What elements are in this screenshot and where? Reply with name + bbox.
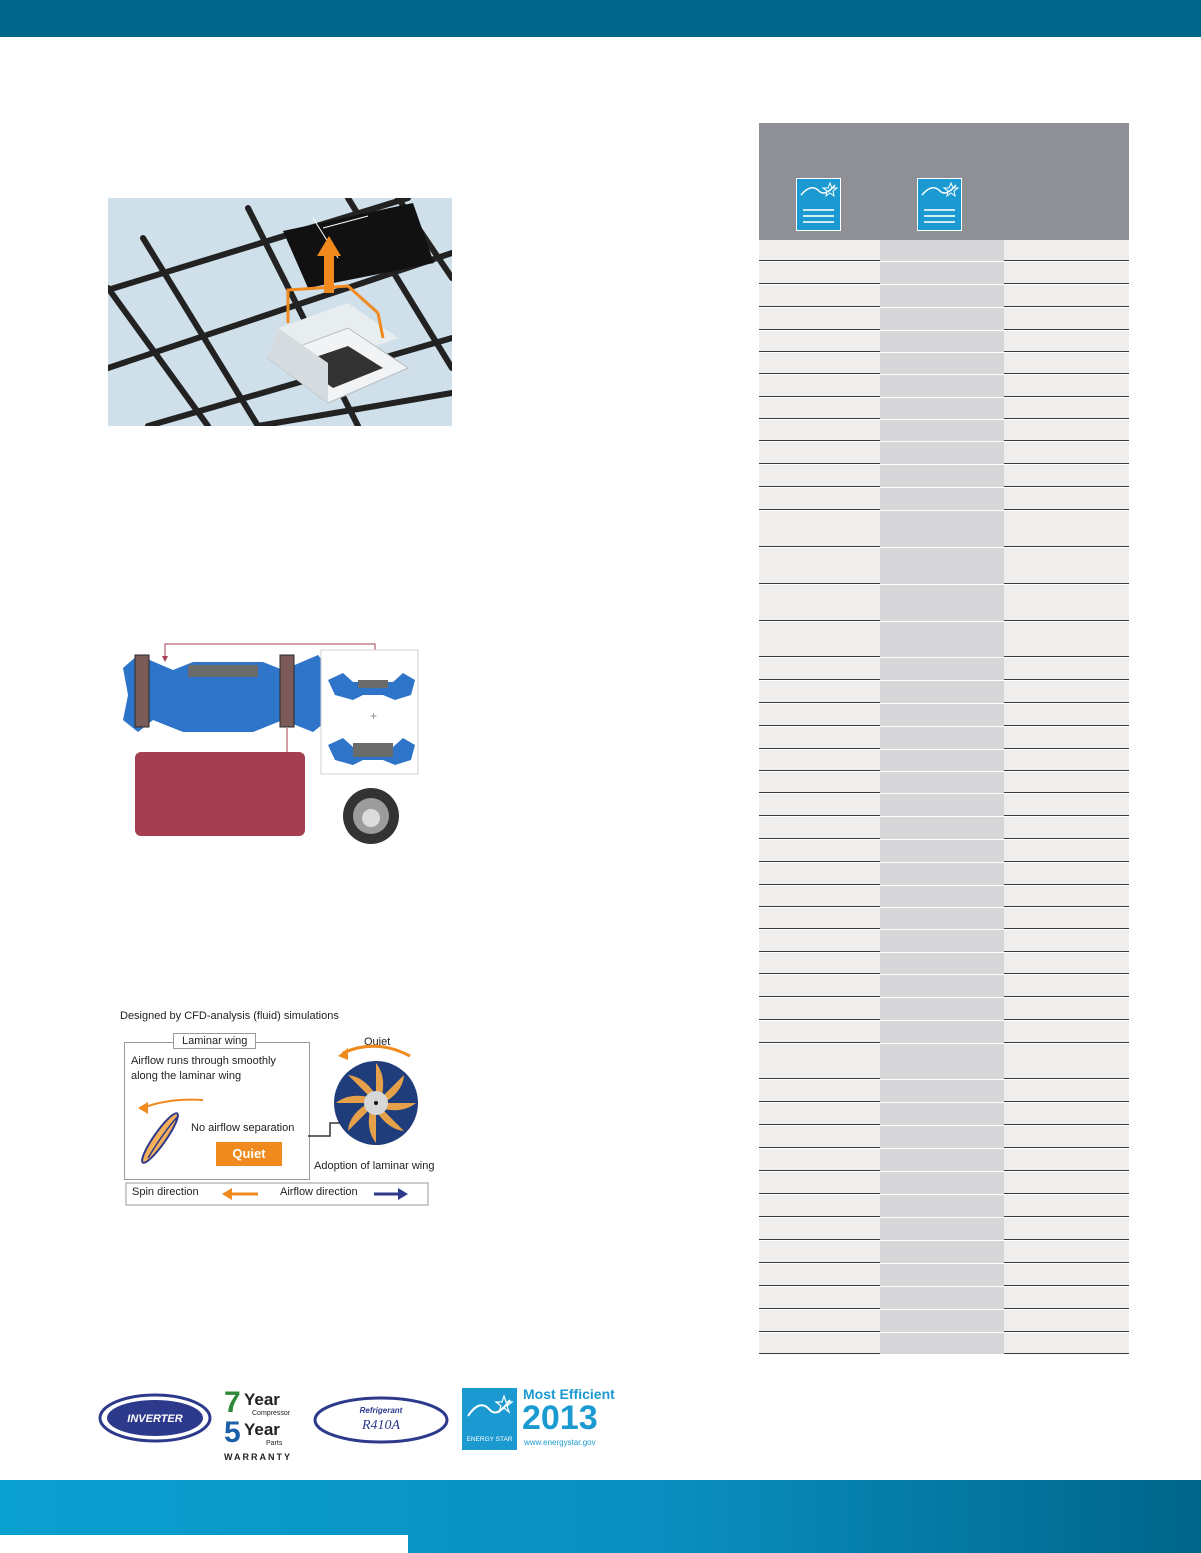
spec-table-header (759, 123, 1129, 240)
table-cell (1004, 1021, 1129, 1043)
table-cell (1004, 420, 1129, 441)
table-cell (1004, 681, 1129, 703)
table-cell (759, 908, 880, 929)
table-cell (880, 658, 1004, 680)
table-row (759, 681, 1129, 704)
warranty-word: WARRANTY (224, 1452, 292, 1462)
table-cell (1004, 1287, 1129, 1309)
table-cell (880, 817, 1004, 839)
table-cell (1004, 331, 1129, 352)
table-cell (880, 511, 1004, 547)
table-cell (1004, 375, 1129, 397)
table-row (759, 585, 1129, 622)
table-cell (880, 240, 1004, 261)
airflow-note-line1: Airflow runs through smoothly (131, 1055, 276, 1067)
table-row (759, 622, 1129, 658)
warranty-parts: Parts (266, 1440, 283, 1447)
table-cell (880, 863, 1004, 885)
header-bar (0, 0, 1201, 37)
table-row (759, 1080, 1129, 1103)
table-cell (880, 1103, 1004, 1125)
table-cell (880, 488, 1004, 510)
table-row (759, 750, 1129, 772)
table-cell (759, 353, 880, 374)
table-cell (880, 262, 1004, 284)
table-cell (1004, 465, 1129, 487)
table-row (759, 420, 1129, 442)
table-row (759, 886, 1129, 908)
most-efficient-year: 2013 (522, 1399, 598, 1437)
table-cell (759, 420, 880, 441)
table-cell (880, 750, 1004, 771)
table-cell (1004, 863, 1129, 885)
adoption-label: Adoption of laminar wing (314, 1160, 435, 1172)
table-cell (759, 1044, 880, 1079)
table-cell (1004, 886, 1129, 907)
table-cell (880, 1080, 1004, 1102)
table-cell (1004, 1172, 1129, 1194)
table-cell (1004, 1218, 1129, 1240)
table-cell (880, 442, 1004, 464)
table-row (759, 1287, 1129, 1310)
table-cell (759, 750, 880, 771)
table-row (759, 1103, 1129, 1126)
table-row (759, 353, 1129, 375)
table-cell (880, 375, 1004, 397)
cassette-ceiling-illustration (108, 198, 452, 426)
table-cell (880, 1195, 1004, 1217)
spin-direction-label: Spin direction (132, 1186, 199, 1198)
energy-star-badge (462, 1388, 517, 1450)
inverter-logo (98, 1393, 212, 1443)
energy-star-icon (462, 1388, 517, 1432)
table-cell (880, 1218, 1004, 1240)
table-cell (1004, 750, 1129, 771)
table-cell (759, 658, 880, 680)
table-cell (880, 585, 1004, 621)
table-cell (759, 863, 880, 885)
table-cell (759, 1218, 880, 1240)
table-row (759, 930, 1129, 953)
warranty-year-word-2: Year (244, 1420, 280, 1439)
table-cell (1004, 622, 1129, 657)
airflow-section-diagram (113, 640, 423, 846)
table-row (759, 442, 1129, 465)
table-cell (759, 998, 880, 1020)
table-cell (880, 1044, 1004, 1079)
table-row (759, 658, 1129, 681)
energy-url: www.energystar.gov (524, 1438, 596, 1447)
table-cell (1004, 1080, 1129, 1102)
table-row (759, 1172, 1129, 1195)
table-cell (880, 420, 1004, 441)
table-cell (759, 308, 880, 330)
table-row (759, 1195, 1129, 1218)
table-cell (759, 1080, 880, 1102)
table-row (759, 727, 1129, 750)
table-row (759, 1241, 1129, 1264)
table-cell (759, 1310, 880, 1332)
table-cell (880, 1172, 1004, 1194)
table-cell (880, 465, 1004, 487)
table-cell (759, 331, 880, 352)
table-cell (759, 681, 880, 703)
table-cell (880, 1126, 1004, 1148)
table-cell (880, 727, 1004, 749)
table-cell (880, 548, 1004, 584)
table-cell (1004, 1103, 1129, 1125)
table-cell (1004, 398, 1129, 419)
cfd-title: Designed by CFD-analysis (fluid) simulations (120, 1010, 339, 1022)
table-row (759, 704, 1129, 727)
table-cell (759, 1021, 880, 1043)
table-cell (759, 465, 880, 487)
table-row (759, 794, 1129, 817)
quiet-label: Quiet (364, 1036, 391, 1048)
laminar-wing-diagram (118, 1008, 434, 1208)
table-row (759, 908, 1129, 930)
table-row (759, 331, 1129, 353)
table-cell (880, 1149, 1004, 1171)
inverter-logo-text: INVERTER (127, 1413, 183, 1425)
table-cell (759, 727, 880, 749)
table-cell (1004, 585, 1129, 621)
table-cell (1004, 262, 1129, 284)
table-cell (759, 262, 880, 284)
table-cell (1004, 1241, 1129, 1263)
table-cell (880, 331, 1004, 352)
table-cell (1004, 1044, 1129, 1079)
table-row (759, 1044, 1129, 1080)
table-cell (880, 998, 1004, 1020)
table-row (759, 375, 1129, 398)
table-row (759, 863, 1129, 886)
table-row (759, 1264, 1129, 1287)
quiet-badge: Quiet (216, 1142, 282, 1166)
table-cell (759, 1264, 880, 1286)
table-cell (759, 930, 880, 952)
table-cell (1004, 817, 1129, 839)
table-cell (1004, 285, 1129, 307)
table-cell (759, 1103, 880, 1125)
table-cell (880, 681, 1004, 703)
table-row (759, 840, 1129, 863)
table-cell (1004, 442, 1129, 464)
table-cell (1004, 953, 1129, 974)
table-row (759, 511, 1129, 548)
table-cell (880, 953, 1004, 974)
table-cell (1004, 727, 1129, 749)
warranty-7: 7 (224, 1386, 241, 1419)
table-cell (759, 548, 880, 584)
table-cell (880, 398, 1004, 419)
table-cell (759, 817, 880, 839)
refrigerant-logo (313, 1396, 449, 1444)
table-cell (759, 1149, 880, 1171)
svg-text:+: + (370, 709, 378, 723)
table-cell (880, 704, 1004, 726)
spec-table-body (759, 240, 1129, 1355)
table-cell (759, 1172, 880, 1194)
warranty-year-word: Year (244, 1390, 280, 1409)
table-cell (759, 975, 880, 997)
table-row (759, 398, 1129, 420)
table-cell (759, 953, 880, 974)
table-cell (1004, 794, 1129, 816)
table-cell (1004, 548, 1129, 584)
table-row (759, 772, 1129, 794)
table-cell (880, 840, 1004, 862)
table-row (759, 308, 1129, 331)
refrigerant-name: R410A (361, 1418, 401, 1433)
table-cell (759, 794, 880, 816)
table-row (759, 1021, 1129, 1044)
table-cell (880, 1241, 1004, 1263)
most-efficient-title: Most Efficient (523, 1386, 615, 1402)
table-cell (880, 975, 1004, 997)
table-row (759, 1126, 1129, 1149)
table-cell (759, 840, 880, 862)
warranty-logo (222, 1386, 304, 1466)
table-row (759, 1149, 1129, 1172)
table-cell (759, 1126, 880, 1148)
table-cell (1004, 704, 1129, 726)
table-cell (880, 794, 1004, 816)
table-cell (1004, 308, 1129, 330)
table-cell (880, 772, 1004, 793)
table-row (759, 953, 1129, 975)
table-cell (1004, 511, 1129, 547)
airflow-note-line2: along the laminar wing (131, 1070, 242, 1082)
table-row (759, 817, 1129, 840)
table-cell (759, 285, 880, 307)
table-cell (880, 1287, 1004, 1309)
table-cell (1004, 1310, 1129, 1332)
no-separation-label: No airflow separation (191, 1122, 295, 1134)
energy-star-label: ENERGY STAR (466, 1436, 513, 1443)
table-row (759, 262, 1129, 285)
table-cell (759, 1333, 880, 1354)
table-row (759, 1310, 1129, 1333)
table-cell (880, 886, 1004, 907)
table-cell (1004, 353, 1129, 374)
table-cell (759, 1241, 880, 1263)
table-cell (1004, 1195, 1129, 1217)
table-cell (759, 622, 880, 657)
table-row (759, 1218, 1129, 1241)
table-cell (1004, 240, 1129, 261)
table-cell (1004, 1333, 1129, 1354)
table-cell (1004, 658, 1129, 680)
table-cell (759, 511, 880, 547)
table-cell (1004, 1149, 1129, 1171)
table-cell (880, 908, 1004, 929)
table-row (759, 465, 1129, 488)
laminar-wing-label: Laminar wing (173, 1033, 256, 1049)
table-cell (880, 353, 1004, 374)
table-cell (880, 1264, 1004, 1286)
table-row (759, 998, 1129, 1021)
table-row (759, 488, 1129, 511)
footer-strip (0, 1535, 408, 1553)
table-cell (759, 1195, 880, 1217)
table-cell (880, 1021, 1004, 1043)
table-cell (1004, 1126, 1129, 1148)
table-cell (880, 1333, 1004, 1354)
table-cell (1004, 908, 1129, 929)
airflow-direction-label: Airflow direction (280, 1186, 358, 1198)
table-cell (1004, 930, 1129, 952)
table-row (759, 975, 1129, 998)
table-cell (759, 375, 880, 397)
table-cell (1004, 772, 1129, 793)
table-cell (759, 398, 880, 419)
warranty-5: 5 (224, 1416, 241, 1449)
table-row (759, 548, 1129, 585)
table-cell (759, 886, 880, 907)
energy-star-icon (917, 178, 962, 231)
table-cell (880, 622, 1004, 657)
table-cell (759, 488, 880, 510)
table-cell (1004, 975, 1129, 997)
table-cell (1004, 1264, 1129, 1286)
table-cell (880, 930, 1004, 952)
table-cell (1004, 840, 1129, 862)
spec-table (759, 123, 1129, 1389)
table-cell (759, 442, 880, 464)
table-cell (880, 308, 1004, 330)
warranty-compressor: Compressor (252, 1410, 291, 1417)
table-cell (1004, 488, 1129, 510)
table-row (759, 285, 1129, 308)
table-row (759, 1333, 1129, 1355)
most-efficient-logo (462, 1386, 634, 1452)
table-cell (880, 1310, 1004, 1332)
table-cell (759, 585, 880, 621)
table-cell (1004, 998, 1129, 1020)
table-cell (759, 1287, 880, 1309)
energy-star-icon (796, 178, 841, 231)
table-cell (759, 240, 880, 261)
table-cell (759, 772, 880, 793)
wing-and-fan-drawing (118, 1008, 434, 1208)
table-row (759, 240, 1129, 262)
table-cell (759, 704, 880, 726)
refrigerant-label: Refrigerant (359, 1406, 403, 1415)
table-cell (880, 285, 1004, 307)
